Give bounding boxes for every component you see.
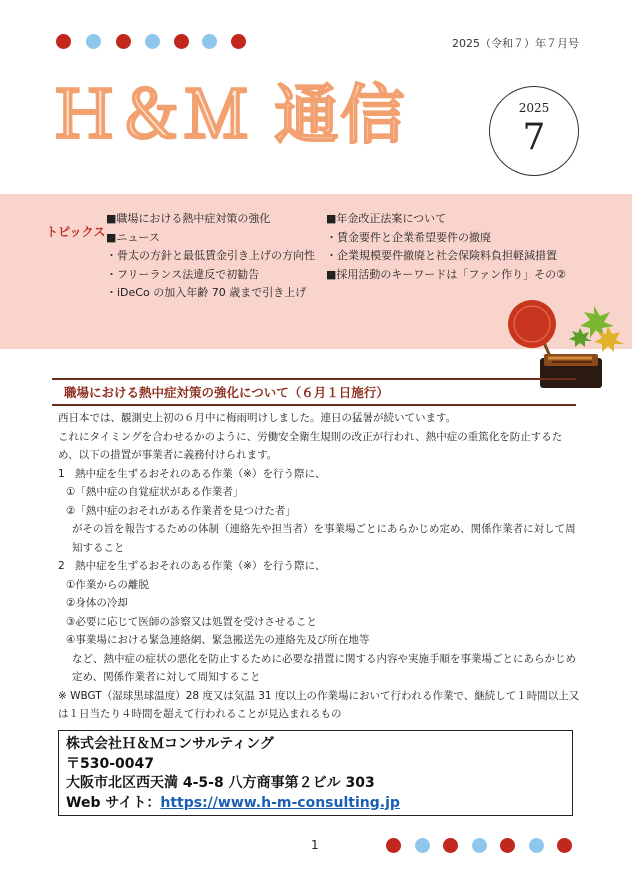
paragraph: 西日本では、観測史上初の６月中に梅雨明けしました。連日の猛暑が続いています。 — [58, 412, 457, 424]
list-detail: など、熱中症の症状の悪化を防止するために必要な措置に関する内容や実施手順を事業場ごとにあらかじめ定め、関係作業者に対して周知すること — [72, 652, 576, 683]
website-line — [66, 794, 572, 814]
dot — [415, 838, 430, 853]
list-subitem: ④事業場における緊急連絡網、緊急搬送先の連絡先及び所在地等 — [66, 634, 370, 646]
badge-year: 2025 — [518, 101, 550, 115]
list-item: 1 熱中症を生ずるおそれのある作業（※）を行う際に、 — [58, 467, 326, 480]
list-subitem: ②「熱中症のおそれがある作業者を見つけた者」 — [66, 504, 296, 517]
dot — [386, 838, 401, 853]
topic-item: ・骨太の方針と最低賃金引き上げの方向性 — [106, 249, 315, 263]
dot — [116, 34, 131, 49]
dot — [500, 838, 515, 853]
article-body — [58, 409, 580, 724]
dot — [529, 838, 544, 853]
dot — [56, 34, 71, 49]
dot — [231, 34, 246, 49]
topic-item: ・賃金要件と企業希望要件の撤廃 — [326, 230, 491, 244]
topic-item: ■職場における熱中症対策の強化 — [106, 212, 271, 225]
dot — [145, 34, 160, 49]
topics-left-column — [106, 210, 316, 303]
company-name: 株式会社Ｈ＆Ｍコンサルティング — [66, 736, 274, 752]
topic-item: ■年金改正法案について — [326, 212, 447, 225]
contact-box — [58, 730, 573, 816]
dot — [557, 838, 572, 853]
list-subitem: ③必要に応じて医師の診察又は処置を受けさせること — [66, 615, 317, 628]
list-subitem: ②身体の冷却 — [66, 597, 128, 609]
address: 大阪市北区西天満 4-5-8 八方商事第２ビル 303 — [66, 775, 375, 791]
section-title: 職場における熱中症対策の強化について（６月１日施行） — [64, 385, 389, 400]
topic-item: ・企業規模要件撤廃と社会保険料負担軽減措置 — [326, 249, 557, 263]
topics-label: トピックス — [46, 225, 106, 239]
postal-code: 〒530-0047 — [66, 755, 154, 772]
web-label: Web サイト： — [66, 794, 161, 811]
topic-item: ■ニュース — [106, 230, 160, 244]
page-number: 1 — [311, 838, 319, 852]
dot — [86, 34, 101, 49]
masthead-title: Ｈ＆Ｍ 通信 — [52, 79, 407, 153]
paragraph: これにタイミングを合わせるかのように、労働安全衛生規則の改正が行われ、熱中症の重篤化を防止するため、以下の措置が事業者に義務付けられます。 — [58, 430, 563, 461]
list-subitem: ①作業からの離脱 — [66, 578, 149, 591]
topic-item: ・フリーランス法違反で初勧告 — [106, 267, 260, 281]
dot — [202, 34, 217, 49]
month-badge — [489, 86, 579, 176]
topic-item: ・iDeCo の加入年齢 70 歳まで引き上げ — [106, 286, 307, 300]
topics-right-column — [326, 210, 626, 284]
footnote: ※ WBGT（湿球黒球温度）28 度又は気温 31 度以上の作業場において行われる作業で、継続して１時間以上又は１日当たり４時間を超えて行われることが見込まれるもの — [58, 689, 580, 720]
list-subitem: ①「熱中症の自覚症状がある作業者」 — [66, 486, 244, 498]
badge-month: 7 — [522, 117, 546, 158]
list-detail: がその旨を報告するための体制（連絡先や担当者）を事業場ごとにあらかじめ定め、関係作業者に対して周知すること — [72, 523, 576, 554]
dot — [472, 838, 487, 853]
list-item: 2 熱中症を生ずるおそれのある作業（※）を行う際に、 — [58, 560, 326, 572]
website-link[interactable]: https://www.h-m-consulting.jp — [160, 794, 400, 811]
dot — [174, 34, 189, 49]
issue-date: 2025（令和７）年７月号 — [452, 37, 579, 50]
dot — [443, 838, 458, 853]
topic-item: ■採用活動のキーワードは「ファン作り」その② — [326, 267, 567, 281]
